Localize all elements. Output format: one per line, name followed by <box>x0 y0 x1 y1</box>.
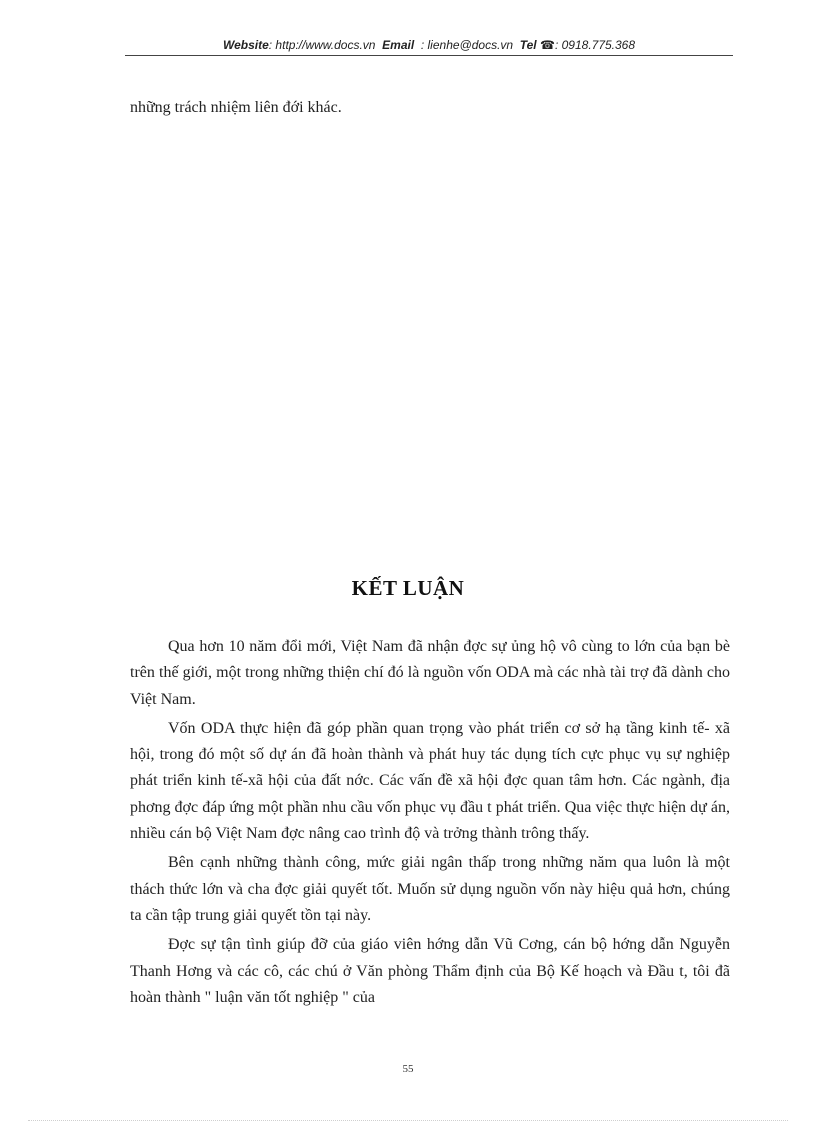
page-number: 55 <box>402 1063 414 1075</box>
body-text <box>130 634 730 1014</box>
website-value: : http://www.docs.vn <box>268 38 376 52</box>
paragraph: Vốn ODA thực hiện đã góp phần quan trọng vào phát triển cơ sở hạ tầng kinh tế- xã hội, trong đó một số dự án đã hoàn thành và phát huy tác dụng tích cực phục vụ sự nghiệp phát triển kinh tế-xã hội của đất nớc. Các vấn đề xã hội đợc quan tâm hơn. Các ngành, địa phơng đợc đáp ứng một phần nhu cầu vốn phục vụ đầu t phát triển. Qua việc thực hiện dự án, nhiều cán bộ Việt Nam đợc nâng cao trình độ và trởng thành trông thấy. <box>130 719 730 843</box>
phone-icon: ☎ <box>540 38 555 52</box>
email-value: : lienhe@docs.vn <box>420 38 514 52</box>
paragraph: Bên cạnh những thành công, mức giải ngân thấp trong những năm qua luôn là một thách thức lớn và cha đợc giải quyết tốt. Muốn sử dụng nguồn vốn này hiệu quả hơn, chúng ta cần tập trung giải quyết tồn tại này. <box>130 854 730 924</box>
website-label: Website <box>222 38 269 52</box>
footer-divider <box>28 1120 788 1121</box>
tel-label: Tel <box>519 38 537 52</box>
tel-value: : 0918.775.368 <box>554 38 636 52</box>
section-title: KẾT LUẬN <box>351 576 465 600</box>
paragraph: Qua hơn 10 năm đổi mới, Việt Nam đã nhận đợc sự ủng hộ vô cùng to lớn của bạn bè trên thế giới, một trong những thiện chí đó là nguồn vốn ODA mà các nhà tài trợ đã dành cho Việt Nam. <box>130 638 730 708</box>
page-header <box>125 38 733 52</box>
paragraph: Đợc sự tận tình giúp đỡ của giáo viên hớng dẫn Vũ Cơng, cán bộ hớng dẫn Nguyễn Thanh Hơng và các cô, các chú ở Văn phòng Thẩm định của Bộ Kế hoạch và Đầu t, tôi đã hoàn thành " luận văn tốt nghiệp " của <box>130 936 730 1006</box>
email-label: Email <box>382 38 415 52</box>
carry-over-line: những trách nhiệm liên đới khác. <box>130 99 342 116</box>
header-divider <box>125 55 733 56</box>
